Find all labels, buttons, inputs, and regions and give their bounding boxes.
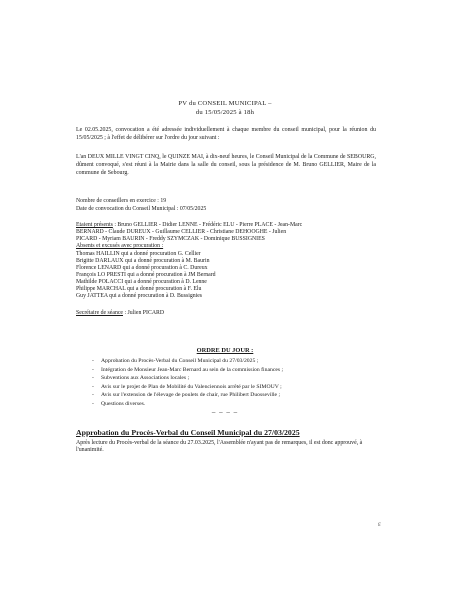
absent-label: Absents et excusés avec procuration :: [76, 243, 164, 249]
present-members-line1: [76, 222, 302, 229]
secretary-name: : Julien PICARD: [123, 310, 165, 316]
proxy-line: Florence LENARD qui a donné procuration à C. Dureux: [76, 265, 208, 271]
agenda-list: [92, 357, 283, 409]
secretary-line: [76, 310, 164, 317]
approval-heading: Approbation du Procès-Verbal du Conseil Municipal du 27/03/2025: [76, 428, 300, 437]
proxy-line: Brigitte DARLAUX qui a donné procuration à M. Baurin: [76, 258, 210, 264]
section-separator: – – – –: [211, 408, 239, 416]
meeting-paragraph: L'an DEUX MILLE VINGT CINQ, le QUINZE MAI, à dix-neuf heures, le Conseil Municipal de la Commune de SEBOURG, dûment convoqué, s'est réuni à la Mairie dans la salle du conseil, sous la présidence de M. Bruno GELLIER, Maire de la commune de Sebourg.: [76, 154, 376, 176]
proxy-line: Philippe MARCHAL qui a donné procuration à F. Elu: [76, 286, 202, 292]
proxy-line: Guy JATTEA qui a donné procuration à D. Bussignies: [76, 293, 203, 299]
agenda-item: - Avis sur l'extension de l'élevage de poulets de chair, rue Philibert Duosseville ;: [92, 391, 283, 400]
document-title: PV du CONSEIL MUNICIPAL –: [178, 100, 272, 107]
members-count: Nombre de conseillers en exercice : 19: [76, 198, 167, 204]
agenda-item: - Avis sur le projet de Plan de Mobilité du Valenciennois arrêté par le SIMOUV ;: [92, 383, 283, 392]
present-label: Etaient présents: [76, 222, 113, 228]
proxy-line: Thomas HAILLIN qui a donné procuration G. Cellier: [76, 251, 201, 257]
approval-body: Après lecture du Procès-verbal de la séance du 27.03.2025, l'Assemblée n'ayant pas de remarques, il est donc approuvé, à l'unanimité.: [76, 440, 363, 454]
convocation-date: Date de convocation du Conseil Municipal : 07/05/2025: [76, 206, 207, 212]
present-members-line2: BERNARD - Claude DUREUX - Guillaume CELLIER - Christiane DEHOOGHE - Julien: [76, 229, 287, 235]
convocation-paragraph: Le 02.05.2025, convocation a été adressée individuellement à chaque membre du conseil municipal, pour la réunion du 15/05/2025 ; à l'effet de délibérer sur l'ordre du jour suivant :: [76, 127, 376, 141]
proxy-line: Mathilde POLACCI qui a donné procuration à D. Lenne: [76, 279, 207, 285]
agenda-item: - Intégration de Monsieur Jean-Marc Bernard au sein de la commission finances ;: [92, 366, 283, 375]
secretary-label: Secrétaire de séance: [76, 310, 123, 316]
present-members-line3: PICARD - Myriam BAURIN - Freddy SZYMCZAK - Dominique BUSSIGNIES: [76, 236, 265, 242]
agenda-title: ORDRE DU JOUR :: [196, 347, 254, 354]
margin-mark: ε: [378, 520, 381, 528]
agenda-item: - Approbation du Procès-Verbal du Conseil Municipal du 27/03/2025 ;: [92, 357, 283, 366]
proxy-line: François LO PRESTI qui a donné procuration à JM Bernard: [76, 272, 216, 278]
document-subtitle: du 15/05/2025 à 18h: [195, 109, 255, 116]
agenda-item: - Questions diverses.: [92, 400, 283, 409]
agenda-item: - Subventions aux Associations locales ;: [92, 374, 283, 383]
present-names-1: : Bruno GELLIER - Didier LENNE - Frédéric ELU - Pierre PLACE - Jean-Marc: [112, 222, 303, 228]
